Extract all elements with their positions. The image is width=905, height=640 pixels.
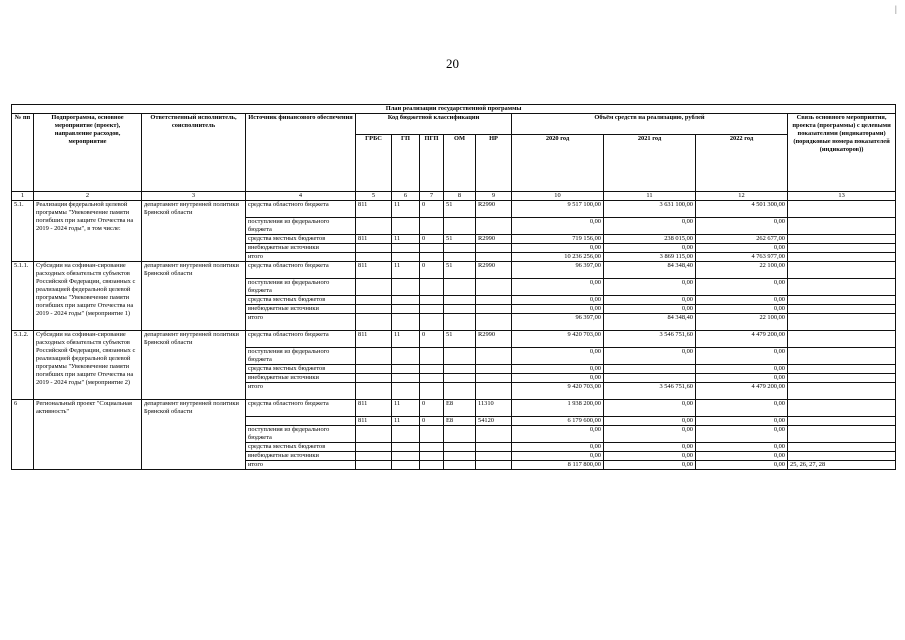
cell-om [444,365,476,374]
cell-pgp [420,426,444,443]
cell-v2021: 0,00 [604,452,696,461]
cell-link [788,443,896,452]
cell-om [444,374,476,383]
cell-v2020: 0,00 [512,279,604,296]
cell-om [444,305,476,314]
cell-v2021: 0,00 [604,296,696,305]
column-numbers-row [12,192,896,201]
cell-gp [392,244,420,253]
cell-grbs [356,461,392,470]
cell-om [444,383,476,400]
cell-v2022: 0,00 [696,218,788,235]
cell-link [788,331,896,348]
cell-grbs [356,443,392,452]
cell-om [444,348,476,365]
cell-v2020: 0,00 [512,365,604,374]
cell-om: E8 [444,417,476,426]
cell-pgp [420,374,444,383]
cell-nr: R2990 [476,201,512,218]
cell-source: поступления из федерального бюджета [246,426,356,443]
cell-pgp [420,443,444,452]
cell-link [788,348,896,365]
cell-gp: 11 [392,235,420,244]
cell-v2020: 0,00 [512,296,604,305]
cell-pgp [420,348,444,365]
cell-v2021: 3 869 115,00 [604,253,696,262]
cell-v2022: 0,00 [696,443,788,452]
cell-source: внебюджетные источники [246,244,356,253]
cell-gp [392,348,420,365]
cell-pgp [420,461,444,470]
cell-source [246,417,356,426]
cell-nr: R2990 [476,331,512,348]
cell-nr [476,348,512,365]
cell-source: средства областного бюджета [246,262,356,279]
cell-v2021: 0,00 [604,348,696,365]
cell-link [788,383,896,400]
cell-om [444,452,476,461]
cell-v2022: 0,00 [696,305,788,314]
table-row [12,331,896,348]
cell-om [444,253,476,262]
cell-v2021: 0,00 [604,244,696,253]
cell-nr [476,314,512,331]
cell-link [788,201,896,218]
cell-grbs: 811 [356,262,392,279]
executor: департамент внутренней политики Брянской области [142,400,246,470]
cell-link [788,374,896,383]
cell-gp [392,279,420,296]
cell-gp [392,314,420,331]
cell-source: средства областного бюджета [246,201,356,218]
cell-v2022: 0,00 [696,244,788,253]
cell-link [788,452,896,461]
corner-mark: | [895,4,897,14]
cell-v2021: 0,00 [604,426,696,443]
cell-v2020: 0,00 [512,374,604,383]
cell-om [444,218,476,235]
cell-nr: R2990 [476,262,512,279]
cell-link [788,296,896,305]
cell-pgp [420,383,444,400]
cell-source: итого [246,314,356,331]
table-row [12,262,896,279]
cell-gp [392,374,420,383]
column-number: 1 [12,192,34,201]
cell-v2020: 9 420 703,00 [512,331,604,348]
cell-gp [392,296,420,305]
column-number: 8 [444,192,476,201]
column-number: 13 [788,192,896,201]
header-2022: 2022 год [696,135,788,192]
cell-pgp: 0 [420,417,444,426]
cell-om [444,314,476,331]
cell-gp: 11 [392,262,420,279]
cell-om [444,461,476,470]
cell-v2021: 0,00 [604,218,696,235]
column-number: 6 [392,192,420,201]
cell-grbs [356,426,392,443]
header-grbs: ГРБС [356,135,392,192]
column-number: 3 [142,192,246,201]
cell-v2021: 3 546 751,60 [604,331,696,348]
cell-source: итого [246,461,356,470]
cell-v2022: 22 100,00 [696,262,788,279]
executor: департамент внутренней политики Брянской области [142,201,246,262]
cell-nr [476,305,512,314]
cell-grbs: 811 [356,235,392,244]
header-link: Связь основного мероприятия, проекта (программы) с целевыми показателями (индикаторами) (порядковые номера показателей (индикаторов)) [788,114,896,192]
executor: департамент внутренней политики Брянской области [142,331,246,400]
cell-source: итого [246,383,356,400]
cell-source: средства областного бюджета [246,331,356,348]
cell-v2020: 1 938 200,00 [512,400,604,417]
cell-v2020: 96 397,00 [512,262,604,279]
cell-grbs [356,452,392,461]
cell-pgp [420,305,444,314]
cell-v2020: 8 117 800,00 [512,461,604,470]
cell-v2021: 0,00 [604,400,696,417]
cell-v2022: 0,00 [696,365,788,374]
cell-v2020: 6 179 600,00 [512,417,604,426]
cell-gp [392,253,420,262]
cell-grbs [356,244,392,253]
cell-nr [476,383,512,400]
header-volume: Объём средств на реализацию, рублей [512,114,788,135]
cell-pgp: 0 [420,201,444,218]
cell-v2020: 0,00 [512,305,604,314]
cell-om: 51 [444,201,476,218]
cell-v2020: 719 156,00 [512,235,604,244]
cell-v2021: 0,00 [604,305,696,314]
cell-v2020: 96 397,00 [512,314,604,331]
cell-v2020: 0,00 [512,218,604,235]
cell-pgp [420,253,444,262]
header-2021: 2021 год [604,135,696,192]
cell-v2020: 0,00 [512,244,604,253]
cell-v2022: 0,00 [696,426,788,443]
header-gp: ГП [392,135,420,192]
cell-grbs [356,296,392,305]
header-nr: НР [476,135,512,192]
row-number: 5.1. [12,201,34,262]
cell-gp: 11 [392,400,420,417]
cell-v2021 [604,374,696,383]
cell-pgp [420,218,444,235]
cell-om: E8 [444,400,476,417]
cell-gp [392,426,420,443]
cell-pgp [420,279,444,296]
cell-pgp: 0 [420,235,444,244]
cell-link [788,365,896,374]
cell-pgp [420,365,444,374]
column-number: 2 [34,192,142,201]
cell-nr: R2990 [476,235,512,244]
cell-pgp: 0 [420,331,444,348]
cell-om: 51 [444,262,476,279]
plan-table [11,104,896,470]
cell-nr [476,452,512,461]
cell-grbs [356,218,392,235]
cell-source: поступления из федерального бюджета [246,279,356,296]
cell-pgp: 0 [420,400,444,417]
cell-v2022: 0,00 [696,452,788,461]
cell-nr [476,443,512,452]
cell-v2022: 0,00 [696,461,788,470]
cell-link [788,235,896,244]
cell-nr: 11310 [476,400,512,417]
plan-table-body [12,201,896,470]
cell-nr [476,374,512,383]
cell-source: поступления из федерального бюджета [246,348,356,365]
cell-nr [476,279,512,296]
column-number: 9 [476,192,512,201]
cell-gp [392,305,420,314]
cell-gp [392,443,420,452]
cell-v2022: 262 677,00 [696,235,788,244]
cell-link [788,314,896,331]
header-om: ОМ [444,135,476,192]
cell-link [788,417,896,426]
cell-source: внебюджетные источники [246,374,356,383]
cell-v2020: 9 517 100,00 [512,201,604,218]
cell-pgp [420,452,444,461]
cell-source: внебюджетные источники [246,305,356,314]
cell-v2022: 0,00 [696,374,788,383]
column-number: 10 [512,192,604,201]
cell-nr: 54120 [476,417,512,426]
column-number: 7 [420,192,444,201]
cell-pgp [420,244,444,253]
cell-grbs [356,305,392,314]
cell-grbs [356,374,392,383]
cell-v2020: 9 420 703,00 [512,383,604,400]
cell-source: средства областного бюджета [246,400,356,417]
cell-v2021: 3 546 751,60 [604,383,696,400]
row-number: 5.1.2. [12,331,34,400]
cell-v2021: 0,00 [604,279,696,296]
cell-gp [392,452,420,461]
cell-v2020: 0,00 [512,348,604,365]
measure-name: Субсидии на софинан-сирование расходных обязательств субъектов Российской Федерации, связанных с реализацией федеральной целевой программы "Увековечение памяти погибших при защите Отечества на 2019 - 2024 годы" (мероприятие 2) [34,331,142,400]
cell-pgp: 0 [420,262,444,279]
column-number: 4 [246,192,356,201]
cell-v2021: 3 631 100,00 [604,201,696,218]
cell-v2021: 84 348,40 [604,314,696,331]
cell-source: итого [246,253,356,262]
cell-v2020: 10 236 256,00 [512,253,604,262]
table-row [12,400,896,417]
column-number: 11 [604,192,696,201]
cell-link [788,426,896,443]
cell-grbs [356,279,392,296]
measure-name: Региональный проект "Социальная активность" [34,400,142,470]
column-number: 5 [356,192,392,201]
cell-om [444,279,476,296]
table-caption: План реализации государственной программы [12,105,896,114]
cell-v2022: 0,00 [696,296,788,305]
cell-source: поступления из федерального бюджета [246,218,356,235]
cell-pgp [420,314,444,331]
cell-link [788,244,896,253]
cell-v2021: 0,00 [604,461,696,470]
column-number: 12 [696,192,788,201]
cell-v2021: 0,00 [604,417,696,426]
cell-v2022: 4 479 200,00 [696,383,788,400]
cell-v2021: 84 348,40 [604,262,696,279]
cell-link [788,253,896,262]
cell-grbs: 811 [356,400,392,417]
cell-nr [476,218,512,235]
cell-link [788,305,896,314]
cell-grbs [356,253,392,262]
cell-v2021: 238 015,00 [604,235,696,244]
cell-gp: 11 [392,331,420,348]
cell-v2022: 4 501 300,00 [696,201,788,218]
cell-v2021 [604,365,696,374]
cell-v2022: 0,00 [696,400,788,417]
cell-v2022: 0,00 [696,279,788,296]
cell-v2022: 0,00 [696,417,788,426]
table-row [12,201,896,218]
header-subprogram: Подпрограмма, основное мероприятие (проект), направление расходов, мероприятие [34,114,142,192]
cell-link: 25, 26, 27, 28 [788,461,896,470]
cell-om [444,296,476,305]
cell-pgp [420,296,444,305]
cell-nr [476,244,512,253]
cell-grbs [356,365,392,374]
cell-v2022: 4 763 977,00 [696,253,788,262]
header-source: Источник финансового обеспечения [246,114,356,192]
header-no: № пп [12,114,34,192]
cell-v2022: 0,00 [696,348,788,365]
cell-gp [392,461,420,470]
row-number: 5.1.1. [12,262,34,331]
header-budget-code: Код бюджетной классификации [356,114,512,135]
cell-nr [476,253,512,262]
cell-om [444,244,476,253]
cell-v2022: 4 479 200,00 [696,331,788,348]
cell-om [444,426,476,443]
cell-grbs [356,383,392,400]
cell-grbs [356,348,392,365]
cell-source: средства местных бюджетов [246,235,356,244]
cell-gp [392,383,420,400]
cell-grbs: 811 [356,201,392,218]
page-number: 20 [446,56,459,71]
measure-name: Субсидии на софинан-сирование расходных обязательств субъектов Российской Федерации, связанных с реализацией федеральной целевой программы "Увековечение памяти погибших при защите Отечества на 2019 - 2024 годы" (мероприятие 1) [34,262,142,331]
cell-nr [476,461,512,470]
cell-grbs: 811 [356,417,392,426]
measure-name: Реализация федеральной целевой программы "Увековечение памяти погибших при защите Отечества на 2019 - 2024 годы", в том числе: [34,201,142,262]
cell-gp: 11 [392,201,420,218]
cell-gp: 11 [392,417,420,426]
cell-v2020: 0,00 [512,426,604,443]
cell-v2020: 0,00 [512,452,604,461]
cell-nr [476,365,512,374]
header-2020: 2020 год [512,135,604,192]
header-executor: Ответственный исполнитель, соисполнитель [142,114,246,192]
row-number: 6 [12,400,34,470]
cell-link [788,400,896,417]
cell-source: средства местных бюджетов [246,296,356,305]
cell-v2022: 22 100,00 [696,314,788,331]
cell-nr [476,296,512,305]
cell-v2021: 0,00 [604,443,696,452]
cell-gp [392,365,420,374]
cell-source: средства местных бюджетов [246,365,356,374]
cell-link [788,262,896,279]
cell-om: 51 [444,331,476,348]
cell-grbs [356,314,392,331]
executor: департамент внутренней политики Брянской области [142,262,246,331]
cell-nr [476,426,512,443]
cell-source: внебюджетные источники [246,452,356,461]
cell-link [788,279,896,296]
cell-source: средства местных бюджетов [246,443,356,452]
cell-om [444,443,476,452]
cell-link [788,218,896,235]
cell-v2020: 0,00 [512,443,604,452]
cell-om: 51 [444,235,476,244]
cell-gp [392,218,420,235]
cell-grbs: 811 [356,331,392,348]
header-pgp: ПГП [420,135,444,192]
